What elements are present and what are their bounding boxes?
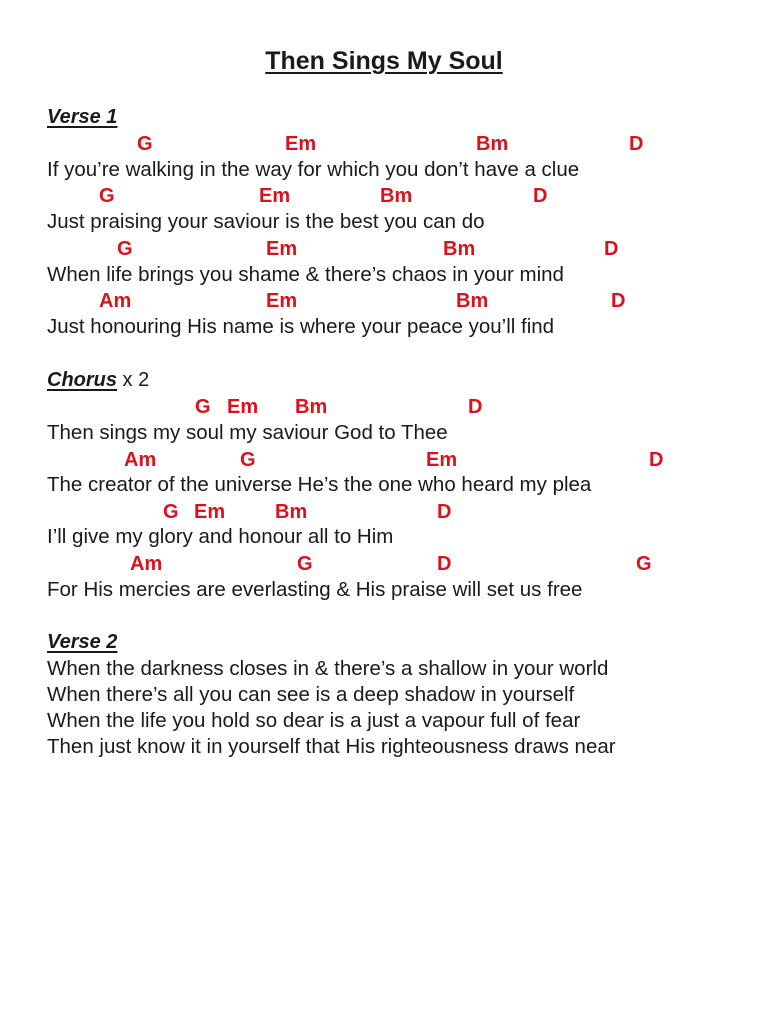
chord: Em xyxy=(426,449,458,471)
verse-1-label: Verse 1 xyxy=(47,106,118,128)
verse-2-line-4-lyric: Then just know it in yourself that His righteousness draws near xyxy=(47,735,616,758)
chord: G xyxy=(636,553,652,575)
chorus-line-1-lyric: Then sings my soul my saviour God to Thee xyxy=(47,421,448,444)
chord: Bm xyxy=(476,133,509,155)
chord: Am xyxy=(124,449,157,471)
chorus-heading xyxy=(47,367,149,393)
chord: G xyxy=(137,133,153,155)
chord: G xyxy=(240,449,256,471)
chord: G xyxy=(297,553,313,575)
chord: G xyxy=(195,396,211,418)
chorus-line-2-chords xyxy=(0,448,768,472)
chord: D xyxy=(468,396,483,418)
chord: G xyxy=(117,238,133,260)
chord: Em xyxy=(194,501,226,523)
verse-1-heading xyxy=(47,104,117,130)
chorus-line-2-lyric: The creator of the universe He’s the one who heard my plea xyxy=(47,473,592,496)
chord: D xyxy=(649,449,664,471)
chord: Bm xyxy=(380,185,413,207)
song-title: Then Sings My Soul xyxy=(265,47,503,75)
chord: Em xyxy=(259,185,291,207)
chord: Am xyxy=(99,290,132,312)
chorus-line-3-lyric: I’ll give my glory and honour all to Him xyxy=(47,525,394,548)
chorus-line-3-chords xyxy=(0,500,768,524)
verse-1-line-4-lyric: Just honouring His name is where your peace you’ll find xyxy=(47,315,555,338)
chord: G xyxy=(163,501,179,523)
chord: Em xyxy=(266,290,298,312)
verse-1-line-1-chords xyxy=(0,132,768,156)
chord: D xyxy=(437,501,452,523)
chord: Em xyxy=(266,238,298,260)
verse-2-line-3-lyric: When the life you hold so dear is a just a vapour full of fear xyxy=(47,709,581,732)
verse-1-line-2-lyric: Just praising your saviour is the best you can do xyxy=(47,210,485,233)
chord: D xyxy=(604,238,619,260)
verse-1-line-2-chords xyxy=(0,184,768,208)
chorus-repeat: x 2 xyxy=(117,369,150,391)
chord: D xyxy=(533,185,548,207)
chord: Bm xyxy=(275,501,308,523)
chord: D xyxy=(629,133,644,155)
verse-2-heading xyxy=(47,629,117,655)
chorus-line-1-chords xyxy=(0,395,768,419)
verse-1-line-4-chords xyxy=(0,289,768,313)
chorus-line-4-chords xyxy=(0,552,768,576)
verse-1-line-3-lyric: When life brings you shame & there’s chaos in your mind xyxy=(47,263,564,286)
verse-1-line-1-lyric: If you’re walking in the way for which you don’t have a clue xyxy=(47,158,580,181)
verse-2-line-1-lyric: When the darkness closes in & there’s a shallow in your world xyxy=(47,657,609,680)
chord: D xyxy=(611,290,626,312)
verse-1-line-3-chords xyxy=(0,237,768,261)
chord: Bm xyxy=(295,396,328,418)
chorus-label: Chorus xyxy=(47,369,117,391)
chord: Am xyxy=(130,553,163,575)
chord: Em xyxy=(285,133,317,155)
chord: D xyxy=(437,553,452,575)
chord: Bm xyxy=(443,238,476,260)
verse-2-label: Verse 2 xyxy=(47,631,118,653)
chord: Bm xyxy=(456,290,489,312)
chord: Em xyxy=(227,396,259,418)
chord: G xyxy=(99,185,115,207)
verse-2-line-2-lyric: When there’s all you can see is a deep shadow in yourself xyxy=(47,683,575,706)
chorus-line-4-lyric: For His mercies are everlasting & His praise will set us free xyxy=(47,578,583,601)
